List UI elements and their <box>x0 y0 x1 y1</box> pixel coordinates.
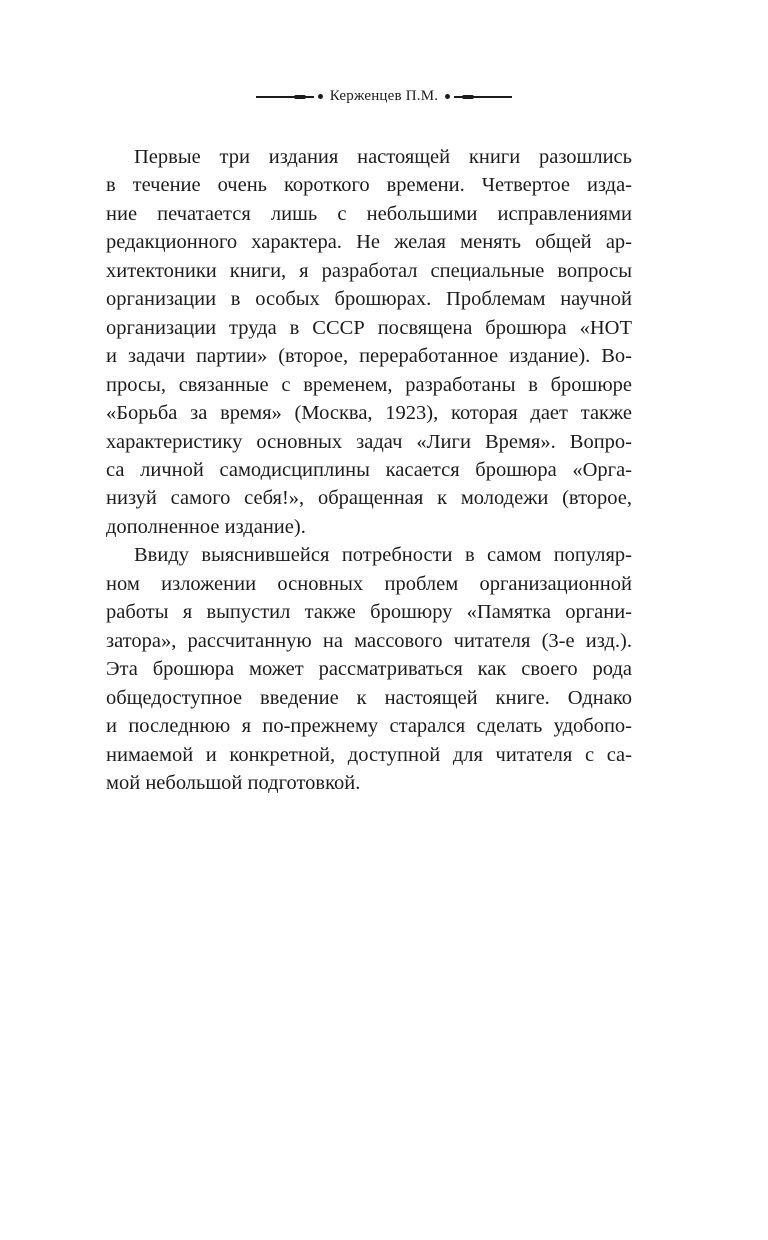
text-line: ном изложении основных проблем организационной <box>106 572 632 595</box>
text-line: организации в особых брошюрах. Проблемам научной <box>106 288 632 311</box>
header-bullet-right <box>445 94 450 99</box>
header-ornament-right <box>454 96 512 98</box>
text-line: просы, связанные с временем, разработаны в брошюре <box>106 373 632 396</box>
text-line: нимаемой и конкретной, доступной для читателя с са- <box>106 743 632 766</box>
text-line: общедоступное введение к настоящей книге. Однако <box>106 686 632 709</box>
paragraph-1 <box>106 143 632 541</box>
text-line: хитектоники книги, я разработал специальные вопросы <box>106 259 632 282</box>
text-line: затора», рассчитанную на массового читателя (3-е изд.). <box>106 629 632 652</box>
header-ornament-left <box>256 96 314 98</box>
text-line: «Борьба за время» (Москва, 1923), которая дает также <box>106 402 632 425</box>
text-line: Эта брошюра может рассматриваться как своего рода <box>106 658 632 681</box>
paragraph-2 <box>106 541 632 797</box>
text-line: в течение очень короткого времени. Четвертое изда- <box>106 174 632 197</box>
text-line: дополненное издание). <box>106 515 306 538</box>
text-line: низуй самого себя!», обращенная к молодежи (второе, <box>106 487 632 510</box>
text-line: и задачи партии» (второе, переработанное издание). Во- <box>106 345 632 368</box>
body-text <box>106 143 632 797</box>
text-line: работы я выпустил также брошюру «Памятка органи- <box>106 601 632 624</box>
text-line: редакционного характера. Не желая менять общей ар- <box>106 231 632 254</box>
text-line: ние печатается лишь с небольшими исправлениями <box>106 202 632 225</box>
text-line: са личной самодисциплины касается брошюра «Орга- <box>106 458 632 481</box>
text-line: Первые три издания настоящей книги разошлись <box>134 146 632 168</box>
text-line: и последнюю я по-прежнему старался сделать удобопо- <box>106 715 632 738</box>
header-bullet-left <box>318 94 323 99</box>
header-author: Керженцев П.М. <box>329 88 439 104</box>
text-line: характеристику основных задач «Лиги Время». Вопро- <box>106 430 632 453</box>
text-line: Ввиду выяснившейся потребности в самом популяр- <box>134 544 632 567</box>
text-line: мой небольшой подготовкой. <box>106 771 361 794</box>
running-header <box>0 88 768 105</box>
text-line: организации труда в СССР посвящена брошюра «НОТ <box>106 316 632 339</box>
